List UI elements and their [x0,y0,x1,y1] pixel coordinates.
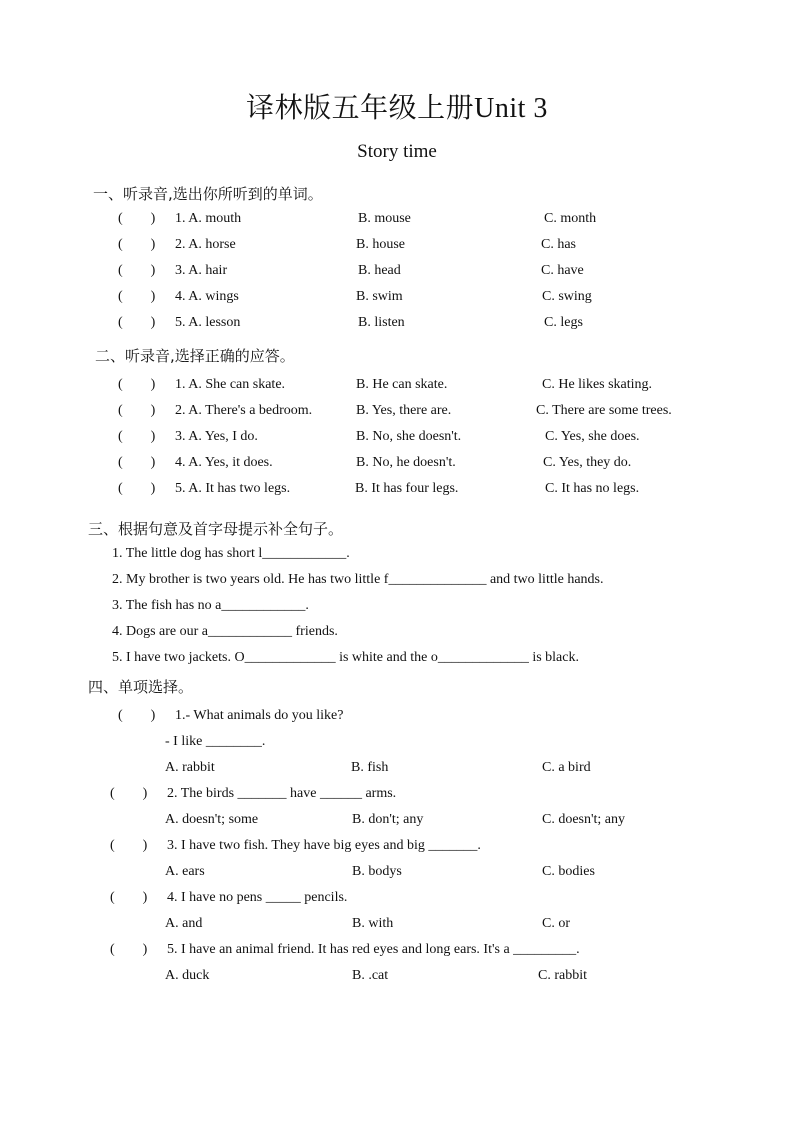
answer-paren: ( ) [118,429,156,444]
option-b: B. don't; any [352,812,424,827]
option-c: C. bodies [542,864,595,879]
option-c: C. a bird [542,760,591,775]
option-a: 1. A. She can skate. [175,377,286,392]
option-b: B. mouse [358,211,411,226]
option-a: 2. A. horse [175,237,236,252]
option-a: 4. A. wings [175,289,239,304]
question-text: - I like ________. [165,734,266,749]
option-a: 4. A. Yes, it does. [175,455,273,470]
option-c: C. month [544,211,597,226]
section-4-heading: 四、单项选择。 [88,678,194,696]
option-a: A. duck [165,968,210,983]
option-b: B. bodys [352,864,402,879]
option-a: 2. A. There's a bedroom. [175,403,313,418]
option-a: A. and [165,916,203,931]
answer-paren: ( ) [118,237,156,252]
s3-sentence-5: 5. I have two jackets. O_____________ is white and the o_____________ is black. [112,650,579,665]
option-b: B. listen [358,315,405,330]
option-a: 3. A. hair [175,263,228,278]
option-c: C. or [542,916,570,931]
answer-paren: ( ) [110,786,148,801]
answer-paren: ( ) [110,942,148,957]
s3-sentence-3: 3. The fish has no a____________. [112,598,309,613]
answer-paren: ( ) [110,890,148,905]
option-b: B. swim [356,289,403,304]
page-subtitle: Story time [357,141,437,162]
s3-sentence-1: 1. The little dog has short l____________. [112,546,350,561]
option-a: A. doesn't; some [165,812,259,827]
option-c: C. It has no legs. [545,481,640,496]
option-b: B. No, she doesn't. [356,429,462,444]
answer-paren: ( ) [118,481,156,496]
answer-paren: ( ) [118,211,156,226]
answer-paren: ( ) [118,403,156,418]
option-c: C. have [541,263,584,278]
section-1-heading: 一、听录音,选出你所听到的单词。 [93,185,323,203]
option-c: C. rabbit [538,968,587,983]
answer-paren: ( ) [118,377,156,392]
option-a: 5. A. It has two legs. [175,481,291,496]
option-a: 5. A. lesson [175,315,241,330]
option-b: B. He can skate. [356,377,448,392]
option-b: B. fish [351,760,389,775]
option-c: C. Yes, she does. [545,429,640,444]
s3-sentence-4: 4. Dogs are our a____________ friends. [112,624,338,639]
option-b: B. house [356,237,405,252]
option-b: B. .cat [352,968,389,983]
option-c: C. There are some trees. [536,403,672,418]
option-a: 3. A. Yes, I do. [175,429,258,444]
question-text: 2. The birds _______ have ______ arms. [167,786,397,801]
option-b: B. Yes, there are. [356,403,452,418]
option-a: 1. A. mouth [175,211,242,226]
question-text: 3. I have two fish. They have big eyes and big _______. [167,838,481,853]
answer-paren: ( ) [118,289,156,304]
page-title: 译林版五年级上册Unit 3 [246,93,548,124]
question-text: 1.- What animals do you like? [175,708,344,723]
answer-paren: ( ) [118,315,156,330]
option-b: B. It has four legs. [355,481,459,496]
option-b: B. head [358,263,401,278]
answer-paren: ( ) [118,708,156,723]
option-b: B. with [352,916,394,931]
answer-paren: ( ) [110,838,148,853]
section-3-heading: 三、根据句意及首字母提示补全句子。 [88,520,344,538]
answer-paren: ( ) [118,263,156,278]
option-c: C. has [541,237,576,252]
option-a: A. rabbit [165,760,215,775]
option-c: C. legs [544,315,583,330]
option-c: C. Yes, they do. [543,455,632,470]
question-text: 4. I have no pens _____ pencils. [167,890,348,905]
option-c: C. swing [542,289,592,304]
s3-sentence-2: 2. My brother is two years old. He has two little f______________ and two little hands. [112,572,604,587]
option-b: B. No, he doesn't. [356,455,456,470]
answer-paren: ( ) [118,455,156,470]
option-c: C. He likes skating. [542,377,653,392]
question-text: 5. I have an animal friend. It has red eyes and long ears. It's a _________. [167,942,580,957]
option-c: C. doesn't; any [542,812,626,827]
section-2-heading: 二、听录音,选择正确的应答。 [95,347,295,365]
option-a: A. ears [165,864,205,879]
